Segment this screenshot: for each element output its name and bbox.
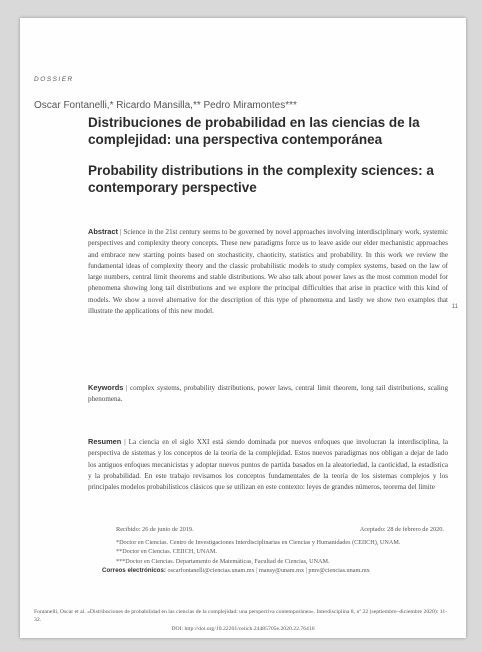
authors-line: Oscar Fontanelli,* Ricardo Mansilla,** Pedro Miramontes*** (34, 100, 297, 111)
keywords-paragraph (88, 382, 448, 406)
footnote-2: **Doctor en Ciencias. CEIICH, UNAM. (116, 548, 217, 556)
resumen-label: Resumen (88, 437, 122, 446)
citation-text: Fontanelli, Oscar et al. «Distribuciones de probabilidad en las ciencias de la complejidad: una perspectiva contemporánea». Interdisciplina 8, nº 22 (septiembre–diciembre 2020): 11-32. (34, 609, 448, 624)
emails-label: Correos electrónicos: (102, 567, 166, 575)
doi-link[interactable]: DOI: http://doi.org/10.22201/ceiich.24485705e.2020.22.76416 (171, 625, 315, 632)
page-number: 11 (451, 304, 458, 310)
abstract-label: Abstract (88, 227, 118, 236)
emails-line (102, 566, 450, 575)
keywords-label: Keywords (88, 383, 124, 392)
citation-block (34, 608, 452, 633)
abstract-paragraph (88, 226, 448, 317)
journal-page (20, 18, 466, 638)
accepted-date: Aceptado: 28 de febrero de 2020. (359, 526, 444, 533)
abstract-text: | Science in the 21st century seems to be governed by novel approaches involving interdisciplinary work, systemic perspectives and complexity theory concepts. These new paradigms force us to leave aside our elder mechanistic approaches and embrace new starting points based on stochasticity, chaoticity, statistics and probability. In this work we review the fundamental ideas of complexity theory and the classic probabilistic models to study complex systems, based on the law of large numbers, central limit theorems and stable distributions. We also talk about power laws as the most common model for phenomena showing long tail distributions and we explore the principal difficulties that arise in practice with this kind of models. We show a novel alternative for the description of this type of phenomena and lastly we show two examples that illustrate the applications of this new model. (88, 228, 448, 316)
title-spanish: Distribuciones de probabilidad en las ciencias de la complejidad: una perspectiva contemporánea (88, 115, 420, 147)
received-date: Recibido: 26 de junio de 2019. (116, 526, 194, 533)
resumen-paragraph (88, 436, 448, 527)
keywords-text: | complex systems, probability distributions, power laws, central limit theorem, long tail distributions, scaling phenomena. (88, 384, 448, 404)
section-label: DOSSIER (34, 76, 74, 83)
footnote-1: *Doctor en Ciencias. Centro de Investigaciones Interdisciplinarias en Ciencias y Humanidades (CEIICH), UNAM. (116, 539, 401, 546)
resumen-text: | La ciencia en el siglo XXI está siendo dominada por nuevos enfoques que involucran la interdisciplina, la perspectiva de sistemas y los conceptos de la teoría de la complejidad. Estos nuevos paradigmas nos obligan a dejar de lado los antiguos enfoques mecanicistas y adoptar nuevos puntos de partida basados en la aleatoriedad, la caoticidad, la estadística y la probabilidad. En este trabajo revisamos los conceptos fundamentales de la teoría de los sistemas complejos y los principales modelos probabilísticos clásicos que se utilizan en este contexto: leyes de grandes números, teorema del límite (88, 438, 448, 492)
author-footnotes (102, 538, 450, 576)
emails-text: oscarfontanelli@ciencias.unam.mx | mansy@unam.mx | pmv@ciencias.unam.mx (167, 567, 370, 575)
title-english: Probability distributions in the complexity sciences: a contemporary perspective (88, 163, 434, 195)
footnote-3: ***Doctor en Ciencias. Departamento de Matemáticas, Facultad de Ciencias, UNAM. (116, 557, 330, 565)
